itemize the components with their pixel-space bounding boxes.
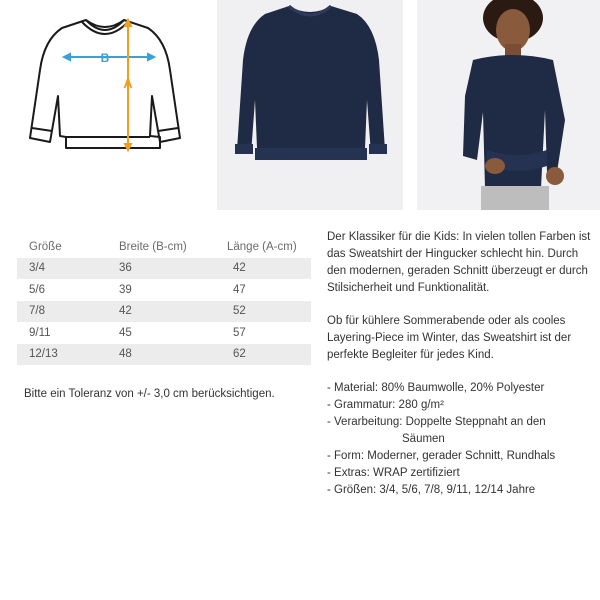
cell-size: 7/8 — [29, 305, 45, 318]
feature-processing-text: - Verarbeitung: Doppelte Steppnaht an den — [327, 416, 546, 428]
cell-size: 12/13 — [29, 348, 58, 361]
feature-material: - Material: 80% Baumwolle, 20% Polyester — [327, 382, 545, 394]
header-width: Breite (B-cm) — [119, 240, 187, 253]
feature-list — [327, 380, 592, 499]
feature-processing-continued: Säumen — [402, 433, 445, 445]
child-model-image — [417, 0, 600, 210]
navy-sweatshirt-image — [217, 0, 403, 210]
size-table-header — [17, 236, 311, 258]
cell-length: 42 — [233, 262, 246, 275]
header-size: Größe — [29, 240, 62, 253]
size-table — [17, 236, 311, 365]
cell-length: 47 — [233, 283, 246, 296]
header-length: Länge (A-cm) — [227, 240, 297, 253]
cell-length: 62 — [233, 348, 246, 361]
cell-size: 3/4 — [29, 262, 45, 275]
cell-width: 36 — [119, 262, 132, 275]
table-row — [17, 301, 311, 323]
product-photo-sweatshirt — [217, 0, 403, 210]
feature-processing — [327, 414, 592, 448]
description-paragraph-2: Ob für kühlere Sommerabende oder als cooles Layering-Piece im Winter, das Sweatshirt ist der perfekte Begleiter für jedes Kind. — [327, 315, 572, 361]
cell-size: 9/11 — [29, 326, 51, 339]
tolerance-note: Bitte ein Toleranz von +/- 3,0 cm berücksichtigen. — [24, 388, 275, 400]
feature-extras: - Extras: WRAP zertifiziert — [327, 467, 460, 479]
cell-width: 48 — [119, 348, 132, 361]
cell-length: 52 — [233, 305, 246, 318]
feature-form: - Form: Moderner, gerader Schnitt, Rundhals — [327, 450, 556, 462]
description-paragraph-1: Der Klassiker für die Kids: In vielen tollen Farben ist das Sweatshirt der Hingucker schlecht hin. Durch den modernen, geraden Schnitt überzeugt er durch Stilsicherheit und Funktionalität. — [327, 231, 591, 294]
cell-size: 5/6 — [29, 283, 45, 296]
feature-grammage: - Grammatur: 280 g/m² — [327, 399, 444, 411]
sweatshirt-outline-diagram — [0, 0, 210, 210]
table-row — [17, 344, 311, 366]
cell-width: 42 — [119, 305, 132, 318]
table-row — [17, 258, 311, 280]
cell-length: 57 — [233, 326, 246, 339]
measure-label-a: A — [123, 76, 133, 91]
size-diagram — [0, 0, 210, 210]
cell-width: 39 — [119, 283, 132, 296]
table-row — [17, 322, 311, 344]
table-row — [17, 279, 311, 301]
product-description — [327, 229, 592, 499]
cell-width: 45 — [119, 326, 132, 339]
measure-label-b: B — [100, 51, 110, 65]
product-photo-model — [417, 0, 600, 210]
feature-sizes: - Größen: 3/4, 5/6, 7/8, 9/11, 12/14 Jahre — [327, 484, 536, 496]
